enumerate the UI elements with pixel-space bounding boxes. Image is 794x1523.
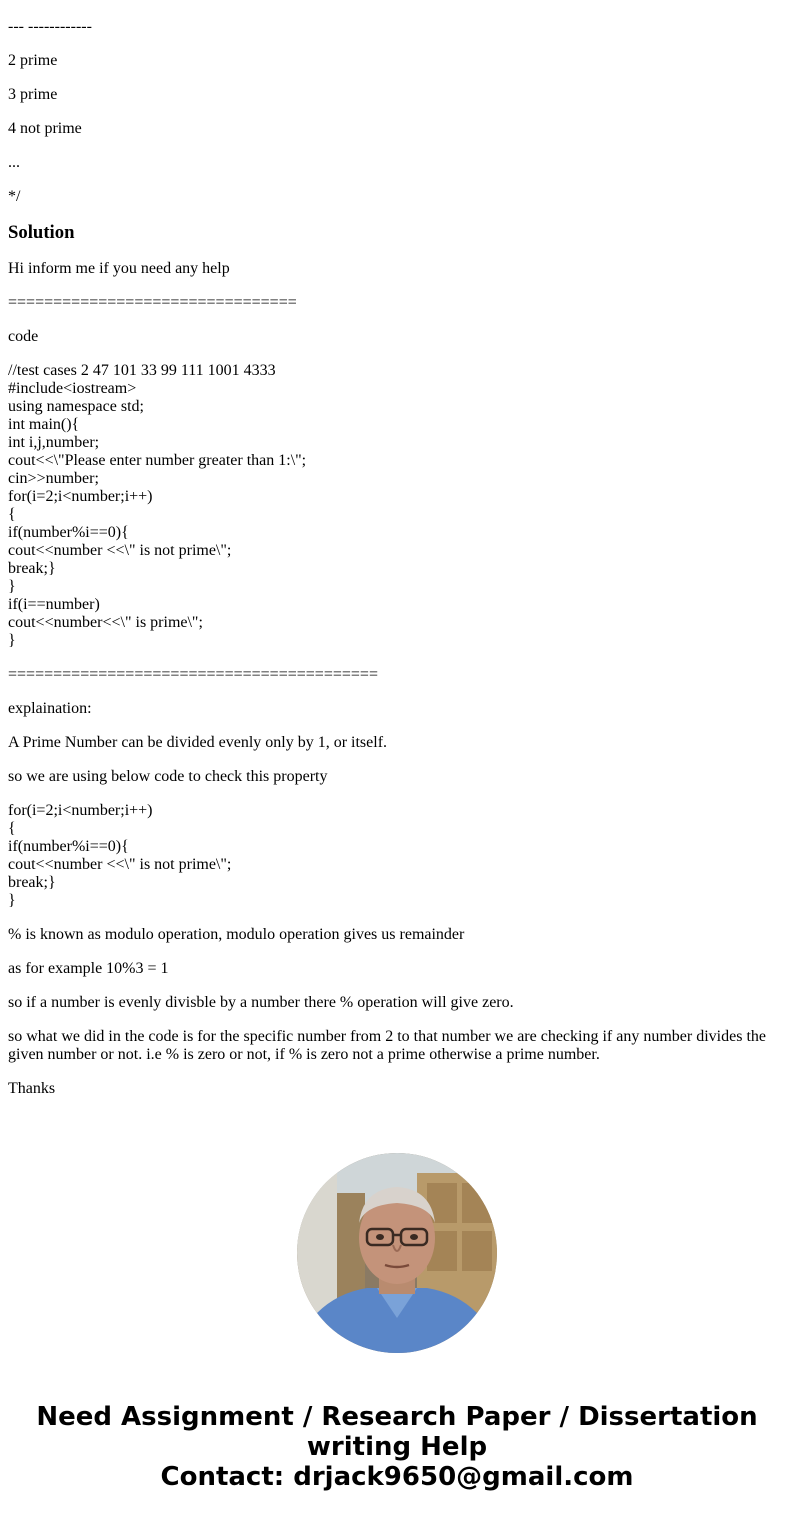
code-line: { bbox=[8, 820, 16, 837]
separator: ================================ bbox=[8, 294, 297, 311]
code-line: } bbox=[8, 632, 16, 649]
code-line: cin>>number; bbox=[8, 470, 99, 487]
header-comment-block bbox=[8, 0, 786, 206]
code-line: } bbox=[8, 892, 16, 909]
loop-code-block bbox=[8, 802, 786, 910]
comment-line: ... bbox=[8, 154, 20, 171]
code-label: code bbox=[8, 328, 39, 345]
code-line: { bbox=[8, 506, 16, 523]
code-line: if(number%i==0){ bbox=[8, 838, 129, 855]
comment-line: 2 prime bbox=[8, 52, 58, 69]
code-line: using namespace std; bbox=[8, 398, 144, 415]
comment-line: 3 prime bbox=[8, 86, 58, 103]
solution-heading: Solution bbox=[8, 222, 75, 243]
code-line: for(i=2;i<number;i++) bbox=[8, 802, 153, 819]
code-line: if(i==number) bbox=[8, 596, 100, 613]
footer-line: Need Assignment / Research Paper / Dissertation bbox=[36, 1402, 758, 1432]
code-line: cout<<number <<\" is not prime\"; bbox=[8, 542, 232, 559]
modulo-note: % is known as modulo operation, modulo operation gives us remainder bbox=[8, 926, 465, 943]
explanation-label: explaination: bbox=[8, 700, 92, 717]
comment-line: */ bbox=[8, 188, 21, 205]
code-line: int i,j,number; bbox=[8, 434, 100, 451]
code-line: cout<<number <<\" is not prime\"; bbox=[8, 856, 232, 873]
code-line: cout<<number<<\" is prime\"; bbox=[8, 614, 203, 631]
code-line: //test cases 2 47 101 33 99 111 1001 4333 bbox=[8, 362, 276, 379]
separator: ========================================= bbox=[8, 666, 378, 683]
footer-contact: Contact: drjack9650@gmail.com bbox=[160, 1462, 634, 1492]
intro-text: Hi inform me if you need any help bbox=[8, 260, 230, 277]
comment-line bbox=[8, 0, 786, 2]
explanation-text: A Prime Number can be divided evenly only by 1, or itself. bbox=[8, 734, 388, 751]
answer-content bbox=[8, 0, 786, 1114]
footer-promo bbox=[0, 1402, 794, 1492]
footer-line: writing Help bbox=[306, 1432, 488, 1462]
code-line: for(i=2;i<number;i++) bbox=[8, 488, 153, 505]
comment-line: 4 not prime bbox=[8, 120, 82, 137]
divisible-note: so if a number is evenly divisble by a number there % operation will give zero. bbox=[8, 994, 514, 1011]
code-line: break;} bbox=[8, 874, 56, 891]
thanks-text: Thanks bbox=[8, 1080, 56, 1097]
modulo-example: as for example 10%3 = 1 bbox=[8, 960, 169, 977]
comment-line: --- ------------ bbox=[8, 18, 92, 35]
code-line: int main(){ bbox=[8, 416, 80, 433]
avatar bbox=[297, 1153, 497, 1353]
explanation-text: so we are using below code to check this property bbox=[8, 768, 328, 785]
code-line: if(number%i==0){ bbox=[8, 524, 129, 541]
person-portrait-icon bbox=[297, 1153, 497, 1353]
summary-text: so what we did in the code is for the specific number from 2 to that number we are checking if any number divides the given number or not. i.e % is zero or not, if % is zero not a prime otherwise a prime number. bbox=[8, 1028, 770, 1063]
code-line: #include<iostream> bbox=[8, 380, 137, 397]
code-line: break;} bbox=[8, 560, 56, 577]
code-line: cout<<\"Please enter number greater than 1:\"; bbox=[8, 452, 307, 469]
code-line: } bbox=[8, 578, 16, 595]
code-block bbox=[8, 362, 786, 650]
